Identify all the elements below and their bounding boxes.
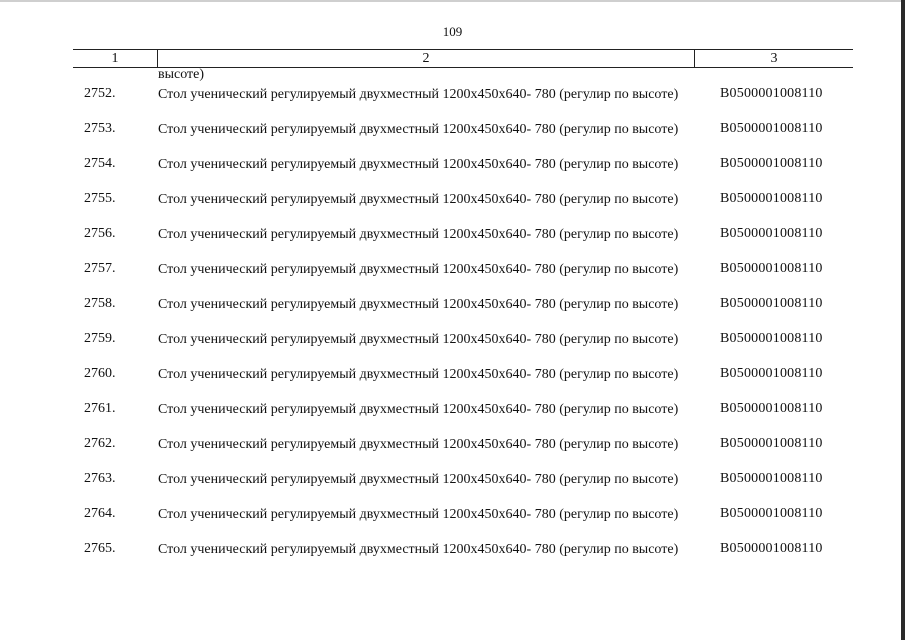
row-description: Стол ученический регулируемый двухместный 1200x450x640- 780 (регулир по высоте) <box>158 367 679 382</box>
row-code: B0500001008110 <box>720 296 823 311</box>
table-row <box>0 541 905 576</box>
table-row <box>0 86 905 121</box>
row-code: B0500001008110 <box>720 226 823 241</box>
table-row <box>0 366 905 401</box>
row-code: B0500001008110 <box>720 471 823 486</box>
row-number: 2765. <box>84 541 116 556</box>
table-row <box>0 401 905 436</box>
row-code: B0500001008110 <box>720 401 823 416</box>
row-description: Стол ученический регулируемый двухместный 1200x450x640- 780 (регулир по высоте) <box>158 542 679 557</box>
row-description: Стол ученический регулируемый двухместный 1200x450x640- 780 (регулир по высоте) <box>158 192 679 207</box>
row-code: B0500001008110 <box>720 436 823 451</box>
table-row <box>0 471 905 506</box>
table-row <box>0 506 905 541</box>
row-number: 2755. <box>84 191 116 206</box>
table-row <box>0 226 905 261</box>
row-code: B0500001008110 <box>720 156 823 171</box>
row-number: 2754. <box>84 156 116 171</box>
row-code: B0500001008110 <box>720 261 823 276</box>
row-number: 2760. <box>84 366 116 381</box>
row-number: 2761. <box>84 401 116 416</box>
row-code: B0500001008110 <box>720 121 823 136</box>
row-code: B0500001008110 <box>720 541 823 556</box>
row-number: 2753. <box>84 121 116 136</box>
table-row <box>0 156 905 191</box>
header-col-1: 1 <box>73 50 158 67</box>
row-description: Стол ученический регулируемый двухместный 1200x450x640- 780 (регулир по высоте) <box>158 122 679 137</box>
table-header <box>73 49 853 68</box>
row-description: Стол ученический регулируемый двухместный 1200x450x640- 780 (регулир по высоте) <box>158 402 679 417</box>
table-body <box>0 86 905 576</box>
row-number: 2757. <box>84 261 116 276</box>
row-description: Стол ученический регулируемый двухместный 1200x450x640- 780 (регулир по высоте) <box>158 437 679 452</box>
row-code: B0500001008110 <box>720 506 823 521</box>
row-description: Стол ученический регулируемый двухместный 1200x450x640- 780 (регулир по высоте) <box>158 87 679 102</box>
table-row <box>0 191 905 226</box>
table-row <box>0 296 905 331</box>
row-code: B0500001008110 <box>720 86 823 101</box>
table-row <box>0 331 905 366</box>
table-row <box>0 121 905 156</box>
row-code: B0500001008110 <box>720 366 823 381</box>
carry-over-text: высоте) <box>158 67 205 82</box>
table-row <box>0 436 905 471</box>
row-number: 2758. <box>84 296 116 311</box>
row-description: Стол ученический регулируемый двухместный 1200x450x640- 780 (регулир по высоте) <box>158 472 679 487</box>
row-description: Стол ученический регулируемый двухместный 1200x450x640- 780 (регулир по высоте) <box>158 157 679 172</box>
page-top-edge <box>0 0 905 2</box>
row-number: 2756. <box>84 226 116 241</box>
row-number: 2764. <box>84 506 116 521</box>
row-description: Стол ученический регулируемый двухместный 1200x450x640- 780 (регулир по высоте) <box>158 227 679 242</box>
row-description: Стол ученический регулируемый двухместный 1200x450x640- 780 (регулир по высоте) <box>158 262 679 277</box>
row-description: Стол ученический регулируемый двухместный 1200x450x640- 780 (регулир по высоте) <box>158 332 679 347</box>
row-number: 2763. <box>84 471 116 486</box>
row-code: B0500001008110 <box>720 331 823 346</box>
row-number: 2752. <box>84 86 116 101</box>
row-number: 2762. <box>84 436 116 451</box>
header-col-3: 3 <box>770 51 778 66</box>
page-number: 109 <box>442 24 463 39</box>
table-row <box>0 261 905 296</box>
header-col-2: 2 <box>158 50 695 67</box>
row-description: Стол ученический регулируемый двухместный 1200x450x640- 780 (регулир по высоте) <box>158 507 679 522</box>
row-number: 2759. <box>84 331 116 346</box>
row-code: B0500001008110 <box>720 191 823 206</box>
row-description: Стол ученический регулируемый двухместный 1200x450x640- 780 (регулир по высоте) <box>158 297 679 312</box>
